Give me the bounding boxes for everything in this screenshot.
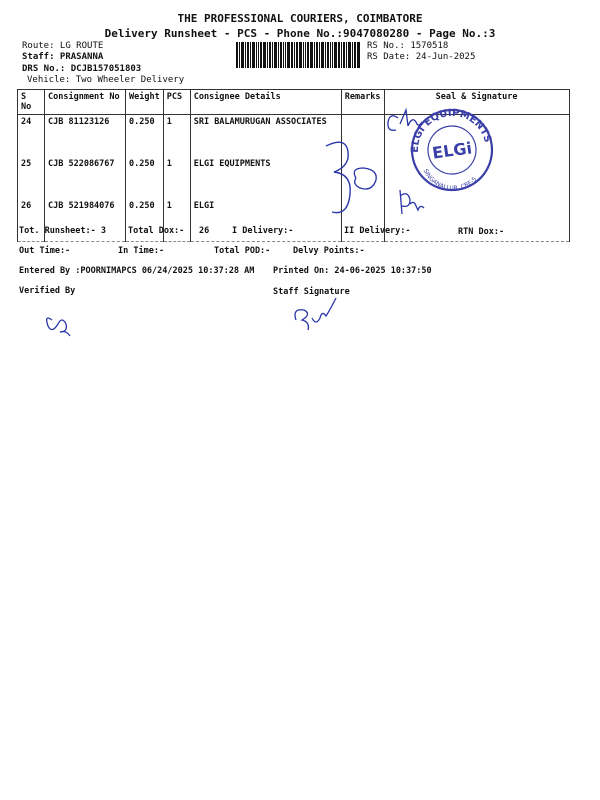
col-consignment: Consignment No	[45, 90, 126, 115]
delvy-points: Delvy Points:-	[293, 246, 365, 256]
row-consignee: SRI BALAMURUGAN ASSOCIATES	[190, 115, 341, 158]
staff-label: Staff: PRASANNA	[22, 52, 104, 62]
rs-date: RS Date: 24-Jun-2025	[367, 52, 476, 62]
printed-on: Printed On: 24-06-2025 10:37:50	[273, 266, 432, 276]
route-label: Route: LG ROUTE	[22, 41, 104, 51]
row-pcs: 1	[163, 199, 190, 242]
row-sno: 25	[18, 157, 45, 199]
row-sno: 26	[18, 199, 45, 242]
stamp-logo: ELGi	[431, 138, 474, 163]
i-delivery: I Delivery:-	[232, 226, 294, 236]
col-weight: Weight	[126, 90, 164, 115]
in-time: In Time:-	[118, 246, 165, 256]
company-stamp	[0, 0, 499, 255]
row-pcs: 1	[163, 157, 190, 199]
staff-signature	[295, 298, 336, 330]
total-dox-value: 26	[199, 226, 210, 236]
verified-by: Verified By	[19, 286, 76, 296]
runsheet-title: Delivery Runsheet - PCS - Phone No.:9047080280 - Page No.:3	[104, 27, 496, 40]
col-seal-signature: Seal & Signature	[384, 90, 569, 115]
row-consignment: CJB 521984076	[45, 199, 126, 242]
tot-runsheet: Tot. Runsheet:- 3	[19, 226, 106, 236]
col-consignee: Consignee Details	[190, 90, 341, 115]
row-sno: 24	[18, 115, 45, 158]
row-weight: 0.250	[126, 199, 164, 242]
row-consignee: ELGI	[190, 199, 341, 242]
row-pcs: 1	[163, 115, 190, 158]
total-dox-label: Total Dox:-	[128, 226, 185, 236]
row-consignee: ELGI EQUIPMENTS	[190, 157, 341, 199]
row-weight: 0.250	[126, 157, 164, 199]
row-consignment: CJB 81123126	[45, 115, 126, 158]
stamp-bottom-text: SINGANALLUR, CBE-5	[421, 167, 479, 192]
total-pod: Total POD:-	[214, 246, 271, 256]
company-name: THE PROFESSIONAL COURIERS, COIMBATORE	[177, 12, 423, 25]
verified-signature	[47, 318, 70, 336]
ii-delivery: II Delivery:-	[344, 226, 411, 236]
row-consignment: CJB 522086767	[45, 157, 126, 199]
rtn-dox: RTN Dox:-	[458, 227, 505, 237]
col-pcs: PCS	[163, 90, 190, 115]
col-sno: S No	[18, 90, 45, 115]
row-weight: 0.250	[126, 115, 164, 158]
vehicle-label: Vehicle: Two Wheeler Delivery	[27, 75, 185, 85]
rs-number: RS No.: 1570518	[367, 41, 449, 51]
out-time: Out Time:-	[19, 246, 71, 256]
stamp-top-text: ELGI EQUIPMENTS	[409, 107, 494, 153]
signature-row2	[326, 142, 350, 212]
col-remarks: Remarks	[341, 90, 384, 115]
drs-number: DRS No.: DCJB157051803	[22, 64, 142, 74]
entered-by: Entered By :POORNIMAPCS 06/24/2025 10:37:28 AM	[19, 266, 255, 276]
staff-signature-label: Staff Signature	[273, 287, 350, 297]
signature-row3	[400, 190, 424, 214]
